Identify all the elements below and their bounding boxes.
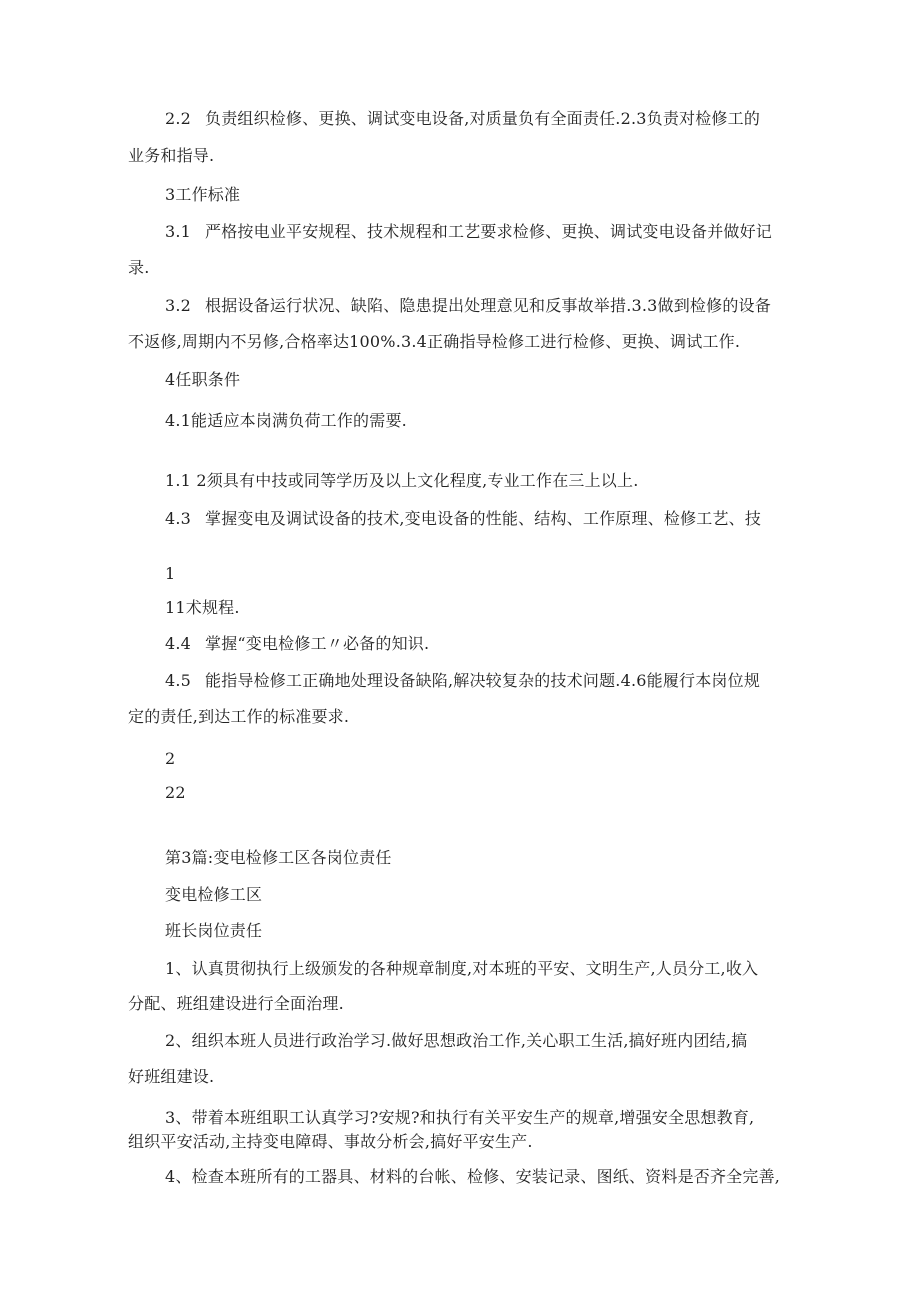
paragraph-line (165, 1166, 780, 1188)
line-text: 1.1 2须具有中技或同等学历及以上文化程度,专业工作在三上以上. (165, 471, 639, 490)
paragraph-line (165, 1107, 754, 1129)
line-text: 第3篇:变电检修工区各岗位责任 (165, 848, 392, 867)
paragraph-line (165, 958, 758, 980)
line-text: 3、带着本班组职工认真学习?安规?和执行有关平安生产的规章,增强安全思想教育, (165, 1108, 755, 1127)
line-text: 变电检修工区 (165, 885, 263, 904)
page-number (165, 748, 175, 770)
line-text: 4、检查本班所有的工器具、材料的台帐、检修、安装记录、图纸、资料是否齐全完善, (165, 1167, 781, 1186)
line-text: 4任职条件 (165, 370, 241, 389)
section-title (165, 884, 262, 906)
line-text: 业务和指导. (128, 146, 215, 165)
chapter-title (165, 847, 392, 869)
line-text: 掌握“变电检修工〃必备的知识. (205, 634, 430, 653)
section-heading (165, 369, 240, 391)
line-text: 22 (165, 783, 186, 802)
paragraph-line (128, 331, 740, 353)
line-text: 2 (165, 749, 176, 768)
line-text: 掌握变电及调试设备的技术,变电设备的性能、结构、工作原理、检修工艺、技 (205, 509, 762, 528)
line-text: 1、认真贯彻执行上级颁发的各种规章制度,对本班的平安、文明生产,人员分工,收入 (165, 959, 759, 978)
paragraph-line (128, 993, 344, 1015)
line-text: 11术规程. (165, 598, 240, 617)
line-text: 能指导检修工正确地处理设备缺陷,解决较复杂的技术问题.4.6能履行本岗位规 (205, 671, 761, 690)
line-text: 1 (165, 564, 176, 583)
paragraph-line (165, 633, 429, 655)
section-title (165, 920, 262, 942)
line-text: 组织平安活动,主持变电障碍、事故分析会,搞好平安生产. (128, 1132, 533, 1151)
paragraph-line (165, 410, 407, 432)
line-text: 分配、班组建设进行全面治理. (128, 994, 344, 1013)
paragraph-line (128, 1066, 214, 1088)
paragraph-line (128, 257, 150, 279)
paragraph-line (165, 1030, 747, 1052)
section-heading (165, 184, 240, 206)
paragraph-line (128, 1131, 533, 1153)
clause-number: 3.2 (165, 296, 192, 315)
paragraph-line (165, 221, 772, 243)
paragraph-line (165, 108, 760, 130)
line-text: 好班组建设. (128, 1067, 215, 1086)
clause-number: 4.4 (165, 634, 192, 653)
line-text: 班长岗位责任 (165, 921, 263, 940)
line-text: 2、组织本班人员进行政治学习.做好思想政治工作,关心职工生活,搞好班内团结,搞 (165, 1031, 748, 1050)
paragraph-line (165, 782, 186, 804)
clause-number: 3.1 (165, 222, 192, 241)
line-text: 录. (128, 258, 150, 277)
line-text: 根据设备运行状况、缺陷、隐患提出处理意见和反事故举措.3.3做到检修的设备 (205, 296, 771, 315)
paragraph-line (165, 597, 240, 619)
line-text: 负责组织检修、更换、调试变电设备,对质量负有全面责任.2.3负责对检修工的 (205, 109, 761, 128)
line-text: 严格按电业平安规程、技术规程和工艺要求检修、更换、调试变电设备并做好记 (205, 222, 773, 241)
line-text: 不返修,周期内不另修,合格率达100%.3.4正确指导检修工进行检修、更换、调试工作. (128, 332, 741, 351)
line-text: 3工作标准 (165, 185, 241, 204)
line-text: 定的责任,到达工作的标准要求. (128, 707, 350, 726)
paragraph-line (128, 145, 214, 167)
paragraph-line (165, 670, 760, 692)
page-number (165, 563, 175, 585)
clause-number: 4.5 (165, 671, 192, 690)
clause-number: 4.3 (165, 509, 192, 528)
line-text: 4.1能适应本岗满负荷工作的需要. (165, 411, 407, 430)
paragraph-line (165, 295, 771, 317)
paragraph-line (128, 706, 349, 728)
clause-number: 2.2 (165, 109, 192, 128)
paragraph-line (165, 470, 638, 492)
paragraph-line (165, 508, 761, 530)
